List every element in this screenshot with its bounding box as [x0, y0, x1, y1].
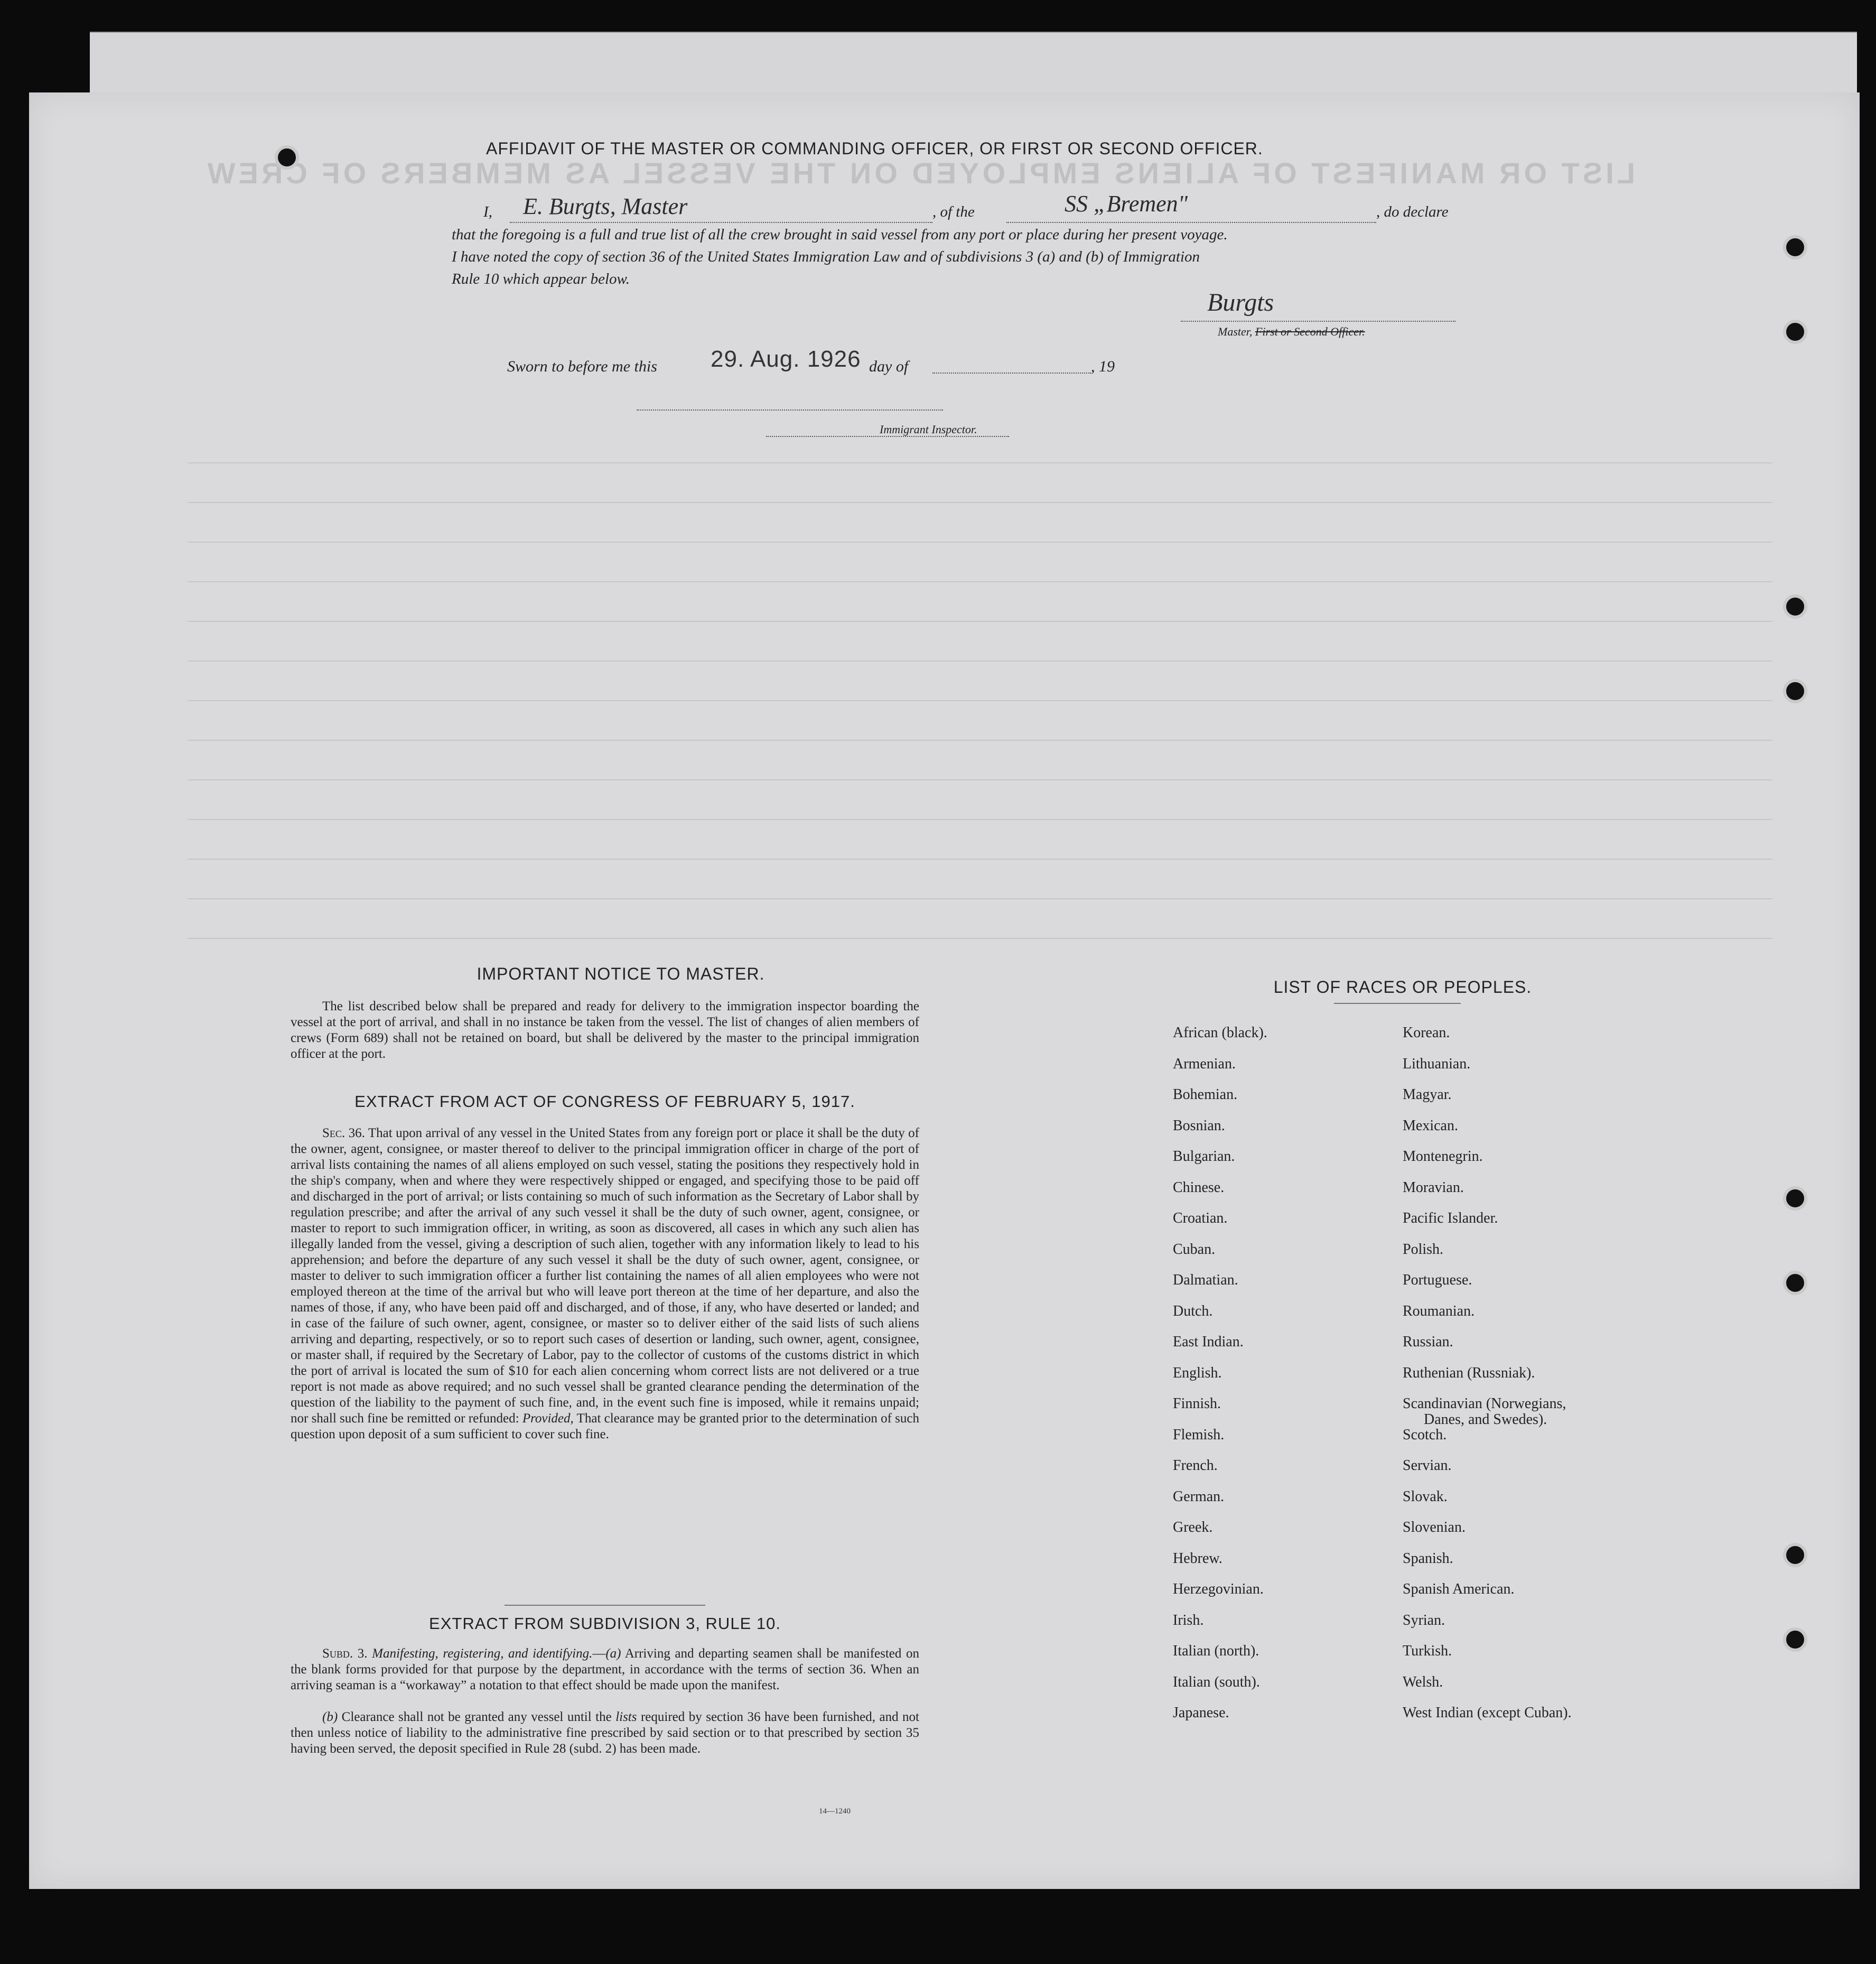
rule-title: EXTRACT FROM SUBDIVISION 3, RULE 10.	[429, 1614, 781, 1633]
declaration-line-4: Rule 10 which appear below.	[452, 271, 630, 287]
act-section	[291, 1125, 919, 1442]
race-left-11: English.	[1173, 1364, 1222, 1381]
race-right-20: Turkish.	[1403, 1643, 1452, 1659]
race-right-7: Polish.	[1403, 1241, 1444, 1258]
sworn-prefix: Sworn to before me this	[507, 358, 657, 375]
race-left-21: Italian (south).	[1173, 1673, 1260, 1690]
race-left-13: Flemish.	[1173, 1426, 1225, 1443]
declaration-mid: , of the	[932, 203, 975, 220]
race-right-4: Montenegrin.	[1403, 1148, 1483, 1165]
day-of-label: day of	[869, 358, 909, 375]
year-prefix: , 19	[1091, 358, 1115, 375]
punch-hole	[1783, 594, 1807, 619]
notice-text: The list described below shall be prepared and ready for delivery to the immigration inspector boarding the vessel at the port of arrival, and shall in no instance be taken from the vessel. The list of changes of alien members of crews (Form 689) shall not be retained on board, but shall be delivered by the master to the principal immigration officer at the port.	[291, 999, 919, 1061]
race-left-10: East Indian.	[1173, 1334, 1244, 1350]
race-right-18: Spanish American.	[1403, 1581, 1515, 1597]
races-title: LIST OF RACES OR PEOPLES.	[1273, 978, 1532, 997]
rule-a-label: (a)	[605, 1646, 621, 1661]
signer-caption	[1218, 325, 1365, 339]
race-right-17: Spanish.	[1403, 1550, 1453, 1567]
act-section-label: Sec. 36.	[322, 1126, 365, 1140]
punch-hole	[1783, 1271, 1807, 1295]
race-left-17: Hebrew.	[1173, 1550, 1222, 1567]
form-code: 14—1240	[819, 1807, 851, 1816]
race-left-19: Irish.	[1173, 1612, 1204, 1628]
race-right-10: Russian.	[1403, 1334, 1453, 1350]
race-right-0: Korean.	[1403, 1025, 1450, 1041]
rule-subd-heading: Manifesting, registering, and identifying.	[372, 1646, 593, 1661]
race-right-19: Syrian.	[1403, 1612, 1445, 1628]
race-left-18: Herzegovinian.	[1173, 1581, 1264, 1597]
act-title: EXTRACT FROM ACT OF CONGRESS OF FEBRUARY 5, 1917.	[354, 1092, 855, 1111]
race-right-6: Pacific Islander.	[1403, 1210, 1498, 1226]
declaration-line-3: I have noted the copy of section 36 of the United States Immigration Law and of subdivisions 3 (a) and (b) of Immigration	[452, 248, 1200, 265]
rule-subdivision-a: Subd. 3. Manifesting, registering, and identifying.—(a) Arriving and departing seamen shall be manifested on the blank forms provided for that purpose by the department, in accordance with the terms of section 36. When an arriving seaman is a “workaway” a notation to that effect should be made upon the manifest.	[291, 1646, 919, 1692]
race-left-8: Dalmatian.	[1173, 1272, 1238, 1288]
signer-caption-master: Master,	[1218, 325, 1253, 338]
punch-hole	[1783, 1543, 1807, 1567]
race-right-5: Moravian.	[1403, 1179, 1464, 1196]
race-left-15: German.	[1173, 1488, 1225, 1505]
inspector-caption: Immigrant Inspector.	[880, 423, 977, 436]
race-left-4: Bulgarian.	[1173, 1148, 1235, 1165]
race-left-2: Bohemian.	[1173, 1086, 1238, 1103]
act-section-text: That upon arrival of any vessel in the United States from any foreign port or place it shall be the duty of the owner, agent, consignee, or master thereof to deliver to the principal immigration officer in charge of the port of arrival lists containing the names of all aliens employed on such vessel, stating the positions they respectively hold in the ship's company, when and where they were respectively shipped or engaged, and specifying those to be paid off and discharged in the port of arrival; or lists containing so much of such information as the Secretary of Labor shall by regulation prescribe; and after the arrival of any such vessel it shall be the duty of such owner, agent, consignee, or master to report to such immigration officer, in writing, as soon as discovered, all cases in which any such alien has illegally landed from the vessel, giving a description of such alien, together with any information likely to lead to his apprehension; and before the departure of any such vessel it shall be the duty of such owner, agent, consignee, or master to deliver to such immigration officer a further list containing the names of all alien employees who were not employed thereon at the time of the arrival but who will leave port thereon at the time of her departure, and also the names of those, if any, who have been paid off and discharged, and of those, if any, who have deserted or landed; and in case of the failure of such owner, agent, consignee, or master so to deliver either of the said lists of such aliens arriving and departing, respectively, or so to report such cases of desertion or landing, such owner, agent, consignee, or master shall, if required by the Secretary of Labor, pay to the collector of customs of the customs district in which the port of arrival is located the sum of $10 for each alien concerning whom correct lists are not delivered or a true report is not made as above required; and no such vessel shall be granted clearance pending the determination of the question of the liability to the payment of such fine, and, in the event such fine is imposed, while it remains unpaid; nor shall such fine be remitted or refunded:	[291, 1126, 919, 1426]
race-right-16: Slovenian.	[1403, 1519, 1466, 1535]
bleed-through-title: LIST OR MANIFEST OF ALIENS EMPLOYED ON THE VESSEL AS MEMBERS OF CREW	[204, 156, 1635, 190]
race-left-1: Armenian.	[1173, 1055, 1236, 1072]
sworn-date-stamp: 29. Aug. 1926	[711, 346, 861, 372]
race-left-5: Chinese.	[1173, 1179, 1225, 1196]
race-right-21: Welsh.	[1403, 1673, 1443, 1690]
rule-a-text: Arriving and departing seamen shall be manifested on the blank forms provided for that purpose by the department, in accordance with the terms of section 36. When an arriving seaman is a “workaway” a notation to that effect should be made upon the manifest.	[291, 1646, 919, 1692]
notice-title: IMPORTANT NOTICE TO MASTER.	[477, 964, 765, 983]
race-left-20: Italian (north).	[1173, 1643, 1259, 1659]
race-right-14: Servian.	[1403, 1457, 1452, 1474]
race-left-0: African (black).	[1173, 1025, 1267, 1041]
race-left-6: Croatian.	[1173, 1210, 1228, 1226]
race-right-12: Scandinavian (Norwegians,	[1403, 1395, 1566, 1412]
race-right-1: Lithuanian.	[1403, 1055, 1471, 1072]
act-proviso-text: That clearance may be granted prior to the determination of such question upon deposit of a sum sufficient to cover such fine.	[291, 1411, 919, 1441]
declarant-name: E. Burgts, Master	[523, 193, 688, 219]
rule-b-lists: lists	[615, 1710, 637, 1724]
race-right-3: Mexican.	[1403, 1117, 1458, 1134]
punch-hole	[1783, 235, 1807, 259]
race-right-2: Magyar.	[1403, 1086, 1452, 1103]
rule-b-label: (b)	[322, 1710, 338, 1724]
race-left-16: Greek.	[1173, 1519, 1213, 1535]
punch-hole	[1783, 1186, 1807, 1211]
punch-hole	[1783, 1627, 1807, 1652]
race-continuation: Danes, and Swedes).	[1424, 1411, 1547, 1428]
race-left-14: French.	[1173, 1457, 1218, 1474]
act-proviso-label: Provided,	[522, 1411, 574, 1426]
race-left-3: Bosnian.	[1173, 1117, 1225, 1134]
race-left-9: Dutch.	[1173, 1302, 1213, 1319]
race-right-9: Roumanian.	[1403, 1302, 1475, 1319]
rule-subd-label: Subd. 3.	[322, 1646, 368, 1661]
punch-hole	[1783, 320, 1807, 344]
race-right-13: Scotch.	[1403, 1426, 1447, 1443]
declaration-suffix: , do declare	[1376, 203, 1449, 220]
punch-hole	[1783, 679, 1807, 703]
race-right-8: Portuguese.	[1403, 1272, 1472, 1288]
punch-hole	[275, 145, 299, 170]
affidavit-title: AFFIDAVIT OF THE MASTER OR COMMANDING OFFICER, OR FIRST OR SECOND OFFICER.	[486, 139, 1263, 158]
race-left-7: Cuban.	[1173, 1241, 1216, 1258]
signer-caption-officer: First or Second Officer.	[1255, 325, 1365, 338]
declaration-prefix: I,	[483, 203, 492, 220]
declaration-line-2: that the foregoing is a full and true list of all the crew brought in said vessel from any port or place during her present voyage.	[452, 226, 1228, 243]
race-right-22: West Indian (except Cuban).	[1403, 1705, 1572, 1721]
rule-b-text-1: Clearance shall not be granted any vessel until the	[341, 1710, 612, 1724]
rule-subdivision-b	[291, 1709, 919, 1757]
vessel-name: SS „Bremen"	[1065, 191, 1188, 217]
rule-b-text-2: required by section 36 have been furnished, and not then unless notice of liability to the administrative fine prescribed by said section or to that prescribed by section 35 having been served, the deposit specified in Rule 28 (subd. 2) has been made.	[291, 1710, 920, 1756]
form-sheet	[29, 92, 1860, 1889]
master-signature: Burgts	[1207, 288, 1274, 317]
race-right-15: Slovak.	[1403, 1488, 1448, 1505]
race-left-22: Japanese.	[1173, 1705, 1229, 1721]
race-left-12: Finnish.	[1173, 1395, 1221, 1412]
race-right-11: Ruthenian (Russniak).	[1403, 1364, 1535, 1381]
